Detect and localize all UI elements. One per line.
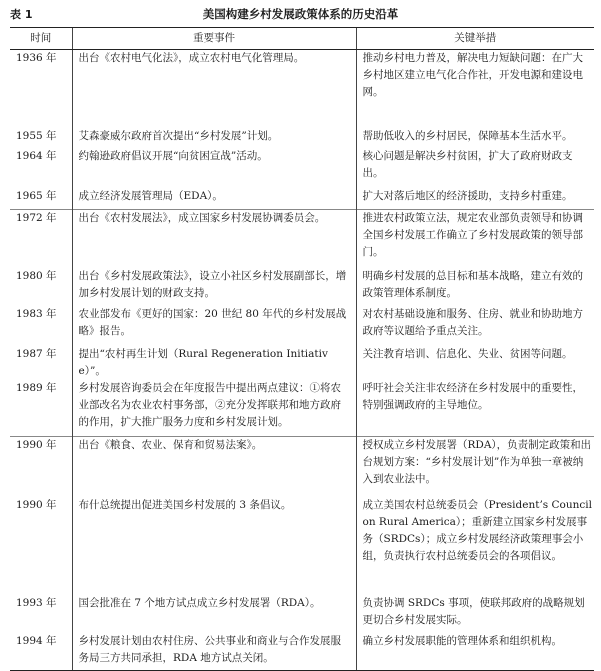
table-row [10, 346, 594, 380]
cell-event: 国会批准在 7 个地方试点成立乡村发展署（RDA）。 [72, 595, 356, 633]
cell-year: 1980 年 [16, 269, 57, 282]
history-table [10, 27, 594, 671]
cell-event: 出台《粮食、农业、保育和贸易法案》。 [72, 437, 356, 497]
table-row [10, 497, 594, 595]
table-header-row [10, 28, 594, 50]
cell-event: 出台《乡村发展政策法》，设立小社区乡村发展副部长，增加乡村发展计划的财政支持。 [72, 268, 356, 306]
table-row [10, 210, 594, 268]
table-row [10, 188, 594, 210]
cell-measure: 帮助低收入的乡村居民，保障基本生活水平。 [356, 128, 594, 148]
cell-event: 约翰逊政府倡议开展“向贫困宣战”活动。 [72, 148, 356, 188]
cell-event: 提出“农村再生计划（Rural Regeneration Initiative）”。 [72, 346, 356, 380]
table-row [10, 268, 594, 306]
cell-measure: 负责协调 SRDCs 事项，使联邦政府的战略规划更切合乡村发展实际。 [356, 595, 594, 633]
table-row [10, 437, 594, 497]
cell-year: 1990 年 [16, 498, 57, 511]
cell-event: 农业部发布《更好的国家：20 世纪 80 年代的乡村发展战略》报告。 [72, 306, 356, 346]
table-row [10, 306, 594, 346]
table-row [10, 50, 594, 128]
header-event: 重要事件 [72, 28, 356, 50]
cell-measure: 推进农村政策立法，规定农业部负责领导和协调全国乡村发展工作确立了乡村发展政策的领导部门。 [356, 210, 594, 268]
cell-year: 1994 年 [10, 633, 72, 671]
cell-measure: 确立乡村发展职能的管理体系和组织机构。 [356, 633, 594, 671]
cell-measure: 推动乡村电力普及，解决电力短缺问题：在广大乡村地区建立电气化合作社，开发电源和建设电网。 [356, 50, 594, 128]
cell-event: 布什总统提出促进美国乡村发展的 3 条倡议。 [72, 497, 356, 595]
cell-event: 出台《农村电气化法》，成立农村电气化管理局。 [72, 50, 356, 128]
cell-year: 1972 年 [10, 210, 72, 268]
cell-measure: 明确乡村发展的总目标和基本战略，建立有效的政策管理体系制度。 [356, 268, 594, 306]
header-time: 时间 [10, 28, 72, 50]
cell-measure: 成立美国农村总统委员会（President’s Council on Rural America）；重新建立国家乡村发展事务（SRDCs）；成立乡村发展经济政策理事会小组，负责执行农村总统委员会的各项倡议。 [356, 497, 594, 595]
cell-measure: 扩大对落后地区的经济援助，支持乡村重建。 [356, 188, 594, 210]
cell-year: 1990 年 [10, 437, 72, 497]
cell-measure: 对农村基础设施和服务、住房、就业和协助地方政府等议题给予重点关注。 [356, 306, 594, 346]
cell-year: 1983 年 [16, 307, 57, 320]
cell-year: 1955 年 [16, 129, 57, 142]
table-row [10, 128, 594, 148]
cell-event: 成立经济发展管理局（EDA）。 [72, 188, 356, 210]
table-row [10, 633, 594, 671]
cell-measure: 核心问题是解决乡村贫困，扩大了政府财政支出。 [356, 148, 594, 188]
table-title: 美国构建乡村发展政策体系的历史沿革 [202, 7, 399, 21]
cell-event: 乡村发展咨询委员会在年度报告中提出两点建议：①将农业部改名为农业农村事务部，②充分发挥联邦和地方政府的作用，扩大推广服务力度和乡村发展计划。 [72, 380, 356, 437]
table-label: 表 1 [10, 8, 33, 21]
table-row [10, 380, 594, 437]
cell-year: 1936 年 [16, 52, 57, 64]
cell-year: 1989 年 [16, 381, 57, 394]
table-caption [0, 6, 601, 24]
cell-year: 1987 年 [16, 347, 57, 360]
cell-year: 1993 年 [16, 596, 57, 609]
cell-event: 出台《农村发展法》，成立国家乡村发展协调委员会。 [72, 210, 356, 268]
cell-measure: 关注教育培训、信息化、失业、贫困等问题。 [356, 346, 594, 380]
cell-measure: 呼吁社会关注非农经济在乡村发展中的重要性，特别强调政府的主导地位。 [356, 380, 594, 437]
cell-event: 乡村发展计划由农村住房、公共事业和商业与合作发展服务局三方共同承担，RDA 地方试点关闭。 [72, 633, 356, 671]
table-row [10, 595, 594, 633]
cell-measure: 授权成立乡村发展署（RDA），负责制定政策和出台规划方案：“乡村发展计划”作为单独一章被纳入到农业法中。 [356, 437, 594, 497]
cell-year: 1964 年 [16, 149, 57, 162]
cell-year: 1965 年 [16, 189, 57, 202]
cell-event: 艾森豪威尔政府首次提出“乡村发展”计划。 [72, 128, 356, 148]
header-measure: 关键举措 [356, 28, 594, 50]
table-row [10, 148, 594, 188]
